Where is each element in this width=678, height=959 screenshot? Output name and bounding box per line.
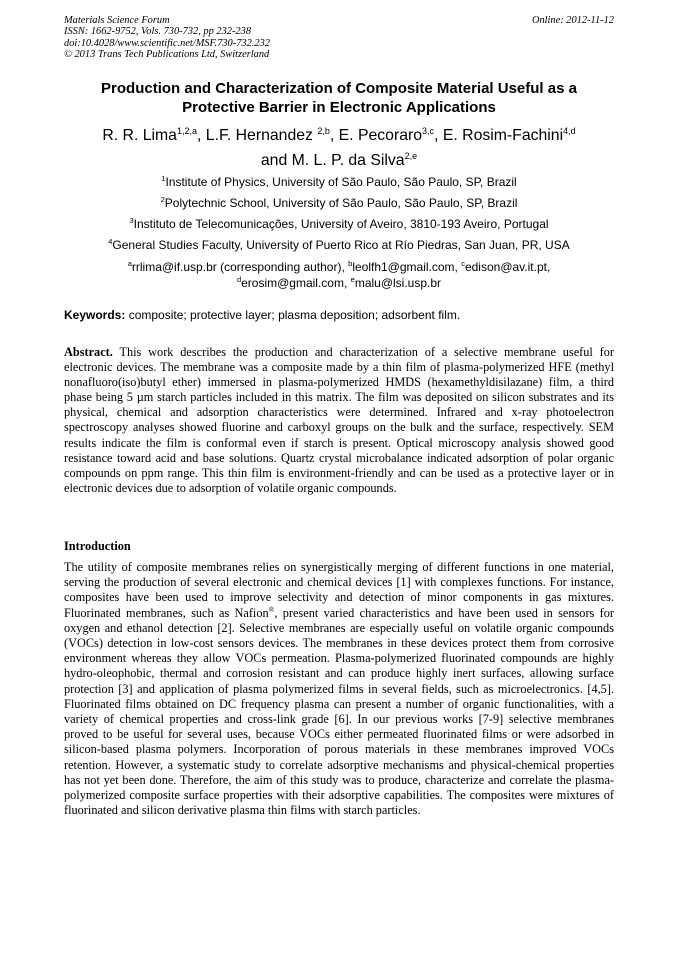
affiliation-mark: 3	[129, 216, 134, 225]
email-mark: a	[127, 259, 132, 268]
affiliation-text: General Studies Faculty, University of Puerto Rico at Río Piedras, San Juan, PR, USA	[112, 238, 570, 252]
author-line-1	[64, 123, 614, 148]
issn-line: ISSN: 1662-9752, Vols. 730-732, pp 232-238	[64, 26, 252, 38]
email-mark: b	[348, 259, 353, 268]
intro-text-part-2: , present varied characteristics and have been used in sensors for oxygen and ethanol detection [2]. Selective membranes are especially useful on volatile organic compounds (VOCs) detection in low-cost sensors devices. The membranes in these devices protect them from corrosive environment whereas they allow VOCs permeation. Plasma-polymerized fluorinated compounds are highly hydro-oleophobic, thermal and corrosion resistant and can produce highly inert surfaces, allowing surface protection [3] and application of plasma polymerized films in several fields, such as microelectronics. [4,5]. Fluorinated films obtained on DC frequency plasma can present a number of organic functionalities, with a variety of chemical properties and cross-link grade [6]. In our previous works [7-9] selective membranes proved to be useful for several uses, because VOCs either permeated fluorinated films or were adsorbed in silicon-based plasma polymers. Incorporation of porous materials in these membranes improved VOCs retention. However, a systematic study to correlate adsorptive mechanisms and physical-chemical properties has not yet been done. Therefore, the aim of this study was to produce, characterize and correlate the plasma-polymerized composite surface properties with their adsorptive capabilities. The composites were mixtures of fluorinated and silicon derivative plasma thin films with starch particles.	[64, 605, 614, 818]
author-affiliation-mark: 3,c	[422, 126, 435, 136]
introduction-paragraph	[64, 560, 614, 818]
affiliation-3	[64, 216, 614, 232]
affiliation-mark: 1	[161, 174, 166, 183]
author-emails	[64, 259, 614, 291]
online-date: Online: 2012-11-12	[531, 15, 614, 26]
intro-text-part-1: The utility of composite membranes relies on synergistically merging of different functions in one material, serving the production of several electronic and chemical devices [1] with complexes functions. For instance, composites have been used to improve selectivity and detection of minor components in gas mixtures. Fluorinated membranes, such as Nafion	[64, 560, 614, 620]
email-text: malu@lsi.usp.br	[354, 276, 442, 290]
author-name: E. Pecoraro	[338, 127, 423, 144]
affiliation-2	[64, 195, 614, 211]
email-mark: d	[236, 275, 242, 284]
author-separator: ,	[434, 127, 443, 144]
email-mark: c	[461, 259, 465, 268]
email-line-1	[64, 259, 614, 275]
keywords-label: Keywords:	[64, 308, 126, 322]
affiliation-text: Polytechnic School, University of São Paulo, São Paulo, SP, Brazil	[164, 196, 518, 210]
author-affiliation-mark: 1,2,a	[176, 126, 198, 136]
keywords	[64, 308, 614, 323]
author-name: and M. L. P. da Silva	[260, 152, 405, 169]
journal-name: Materials Science Forum	[64, 15, 170, 26]
affiliation-mark: 4	[108, 237, 113, 246]
affiliation-1	[64, 174, 614, 190]
abstract-label: Abstract.	[64, 345, 113, 359]
abstract-text: This work describes the production and characterization of a selective membrane useful for electronic devices. The membrane was a composite made by a thin film of plasma-polymerized HFE (methyl nonafluoro(iso)butyl ether) immersed in plasma-polymerized HMDS (hexamethyldisilazane) film, a third phase being 5 µm starch particles included in this matrix. The film was deposited on silicon substrates and its physical, chemical and adsorption characteristics were determined. Infrared and x-ray photoelectron spectroscopy analyses showed fluorine and carboxyl groups on the bulk and the surface, respectively. SEM results indicate the film is conformal even if starch is present. Optical microscopy analysis showed good resistance toward acid and base solutions. Quartz crystal microbalance indicated adsorption of polar organic compounds on ppm range. This thin film is environment-friendly and can be used as a protective layer or in electronic devices due to adsorption of volatile organic compounds.	[64, 345, 614, 495]
affiliation-text: Instituto de Telecomunicações, University of Aveiro, 3810-193 Aveiro, Portugal	[133, 217, 549, 231]
author-affiliation-mark: 2,e	[404, 151, 418, 161]
email-text: edison@av.it.pt,	[464, 260, 551, 274]
section-heading-introduction: Introduction	[64, 539, 131, 553]
author-name: L.F. Hernandez	[205, 127, 318, 144]
copyright-line: © 2013 Trans Tech Publications Ltd, Switzerland	[64, 49, 270, 61]
author-name: R. R. Lima	[102, 127, 177, 144]
doi-line: doi:10.4028/www.scientific.net/MSF.730-732.232	[64, 37, 270, 49]
email-text: rrlima@if.usp.br (corresponding author),	[131, 260, 349, 274]
email-text: erosim@gmail.com,	[241, 276, 351, 290]
author-line-2	[64, 148, 614, 173]
journal-header	[64, 15, 614, 61]
paper-title: Production and Characterization of Composite Material Useful as a Protective Barrier in Electronic Applications	[101, 80, 577, 116]
abstract	[64, 345, 614, 496]
keywords-text: composite; protective layer; plasma deposition; adsorbent film.	[125, 308, 461, 322]
author-name: E. Rosim-Fachini	[442, 127, 564, 144]
author-affiliation-mark: 2,b	[317, 126, 330, 136]
author-affiliation-mark: 4,d	[563, 126, 576, 136]
affiliation-4	[64, 237, 614, 253]
email-line-2	[64, 275, 614, 291]
affiliation-text: Institute of Physics, University of São Paulo, São Paulo, SP, Brazil	[165, 175, 517, 189]
author-list	[64, 123, 614, 173]
author-separator: ,	[329, 127, 339, 144]
registered-mark: ®	[268, 604, 275, 614]
author-separator: ,	[197, 127, 206, 144]
email-mark: e	[350, 275, 355, 284]
affiliation-mark: 2	[160, 195, 165, 204]
email-text: leolfh1@gmail.com,	[352, 260, 462, 274]
